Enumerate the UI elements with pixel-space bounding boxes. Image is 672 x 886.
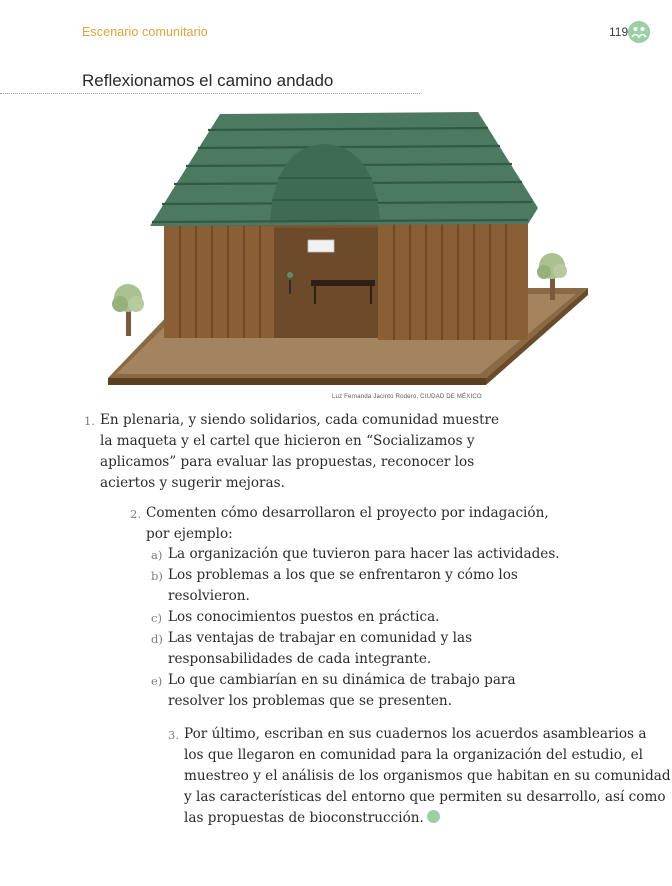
- item-line: por ejemplo:: [146, 526, 233, 542]
- subitem-letter: d): [151, 632, 163, 646]
- section-label: Escenario comunitario: [82, 25, 208, 39]
- subitem-d: [151, 628, 473, 670]
- list-item-1: [84, 410, 500, 494]
- item-line: Comenten cómo desarrollaron el proyecto por indagación,: [146, 505, 549, 521]
- title-divider: [0, 93, 420, 94]
- page-number: 119: [609, 25, 629, 39]
- image-credit: Luz Fernanda Jacinto Rodero, CIUDAD DE MÉXICO: [332, 394, 482, 400]
- item-line: aplicamos” para evaluar las propuestas, reconocer los: [100, 454, 475, 470]
- item-line: [184, 808, 671, 829]
- subitem-letter: a): [151, 548, 163, 562]
- subitem-e: [151, 670, 516, 712]
- section-title: Reflexionamos el camino andado: [82, 71, 334, 90]
- subitem-c: [151, 607, 440, 628]
- subitem-letter: e): [151, 674, 163, 688]
- subitem-b: [151, 565, 518, 607]
- subitem-line: resolver los problemas que se presenten.: [168, 693, 452, 709]
- subitem-line: Las ventajas de trabajar en comunidad y las: [168, 630, 473, 646]
- subitem-line: resolvieron.: [168, 588, 250, 604]
- list-item-3: [168, 724, 671, 829]
- subitem-line: Los conocimientos puestos en práctica.: [168, 609, 440, 625]
- item-line: muestreo y el análisis de los organismos que habitan en su comunidad: [184, 768, 671, 784]
- item-number: 3.: [168, 728, 179, 742]
- item-number: 1.: [84, 414, 95, 428]
- list-item-2: [130, 503, 549, 545]
- item-line: aciertos y sugerir mejoras.: [100, 475, 285, 491]
- item-line: la maqueta y el cartel que hicieron en “Socializamos y: [100, 433, 475, 449]
- item-line: Por último, escriban en sus cuadernos los acuerdos asamblearios a: [184, 726, 647, 742]
- subitem-line: responsabilidades de cada integrante.: [168, 651, 432, 667]
- subitem-letter: c): [151, 611, 162, 625]
- item-number: 2.: [130, 507, 141, 521]
- item-line: y las características del entorno que permiten su desarrollo, así como: [184, 789, 666, 805]
- subitem-line: Lo que cambiarían en su dinámica de trabajo para: [168, 672, 516, 688]
- item-line: los que llegaron en comunidad para la organización del estudio, el: [184, 747, 643, 763]
- house-model-illustration: [108, 108, 590, 394]
- item-line: En plenaria, y siendo solidarios, cada comunidad muestre: [100, 412, 500, 428]
- community-badge-icon: [628, 21, 650, 43]
- item-line-text: las propuestas de bioconstrucción.: [184, 810, 424, 826]
- subitem-line: Los problemas a los que se enfrentaron y cómo los: [168, 567, 518, 583]
- subitem-a: [151, 544, 560, 565]
- subitem-line: La organización que tuvieron para hacer las actividades.: [168, 546, 560, 562]
- community-badge-icon: [427, 810, 440, 823]
- subitem-letter: b): [151, 569, 163, 583]
